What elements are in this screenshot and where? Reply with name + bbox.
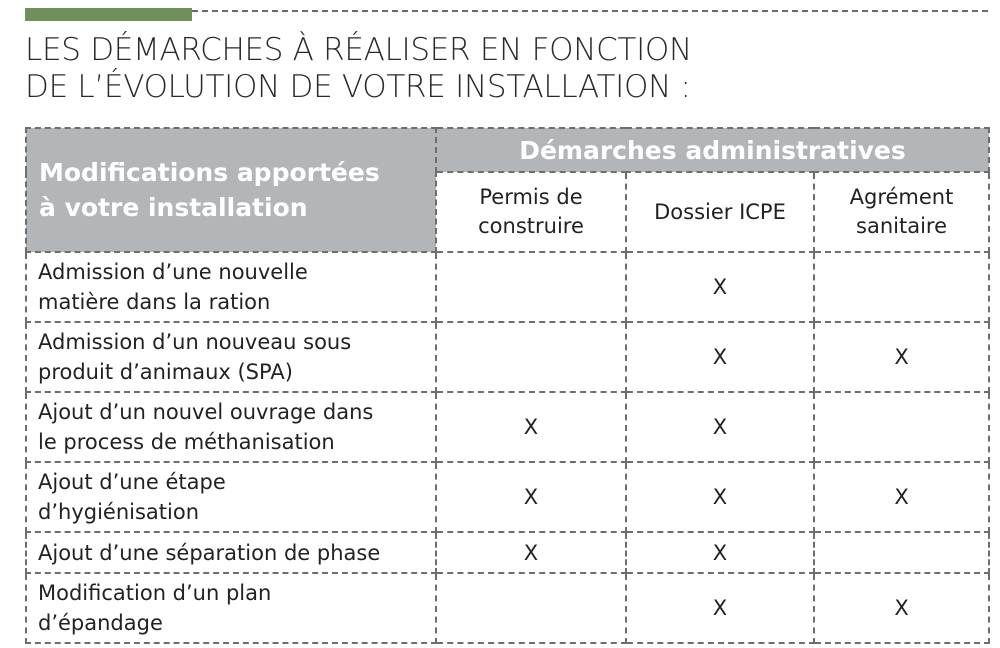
row-header-line-1: Modifications apportées [39,158,380,187]
column-header-line: Dossier ICPE [654,199,786,224]
mark-permis [436,252,626,322]
row-label-line: Modification d’un plan [38,581,272,605]
row-label [26,252,436,322]
column-header-agrement [814,172,989,252]
mark-agrement [814,532,989,573]
row-label-line: Ajout d’une étape [38,470,226,494]
column-header-line: Permis de [479,185,583,209]
row-label [26,322,436,392]
mark-icpe: X [626,322,814,392]
row-label-line: matière dans la ration [38,290,271,314]
column-header-line: construire [478,214,584,238]
row-label-line: le process de méthanisation [38,430,335,454]
row-label-line: d’épandage [38,611,163,635]
row-label [26,392,436,462]
table-row [26,322,989,392]
mark-icpe: X [626,573,814,643]
row-label-line: Ajout d’un nouvel ouvrage dans [38,400,374,424]
mark-icpe: X [626,532,814,573]
row-label-line: d’hygiénisation [38,500,200,524]
mark-agrement: X [814,573,989,643]
row-label [26,532,436,573]
procedures-table [25,127,990,644]
mark-permis: X [436,462,626,532]
table-row [26,462,989,532]
column-header-line: sanitaire [856,214,947,238]
page-title [25,32,985,106]
row-label-line: Admission d’une nouvelle [38,260,308,284]
title-line-2: DE L’ÉVOLUTION DE VOTRE INSTALLATION : [25,69,691,105]
mark-agrement: X [814,322,989,392]
row-header-cell [26,128,436,252]
mark-permis: X [436,532,626,573]
group-header: Démarches administratives [436,128,989,172]
mark-agrement: X [814,462,989,532]
accent-bar [25,8,192,21]
mark-permis: X [436,392,626,462]
column-header-icpe [626,172,814,252]
row-header-line-2: à votre installation [39,193,308,222]
table-row [26,573,989,643]
top-dashed-rule [192,10,988,12]
row-label [26,462,436,532]
table-row [26,532,989,573]
mark-icpe: X [626,462,814,532]
row-label-line: Admission d’un nouveau sous [38,330,352,354]
table-row [26,392,989,462]
row-label-line: Ajout d’une séparation de phase [38,540,381,565]
column-header-line: Agrément [849,185,954,209]
mark-icpe: X [626,392,814,462]
column-header-permis [436,172,626,252]
mark-icpe: X [626,252,814,322]
table-row [26,252,989,322]
mark-permis [436,573,626,643]
mark-agrement [814,252,989,322]
mark-permis [436,322,626,392]
mark-agrement [814,392,989,462]
title-line-1: LES DÉMARCHES À RÉALISER EN FONCTION [25,32,692,68]
row-label-line: produit d’animaux (SPA) [38,360,293,384]
row-label [26,573,436,643]
